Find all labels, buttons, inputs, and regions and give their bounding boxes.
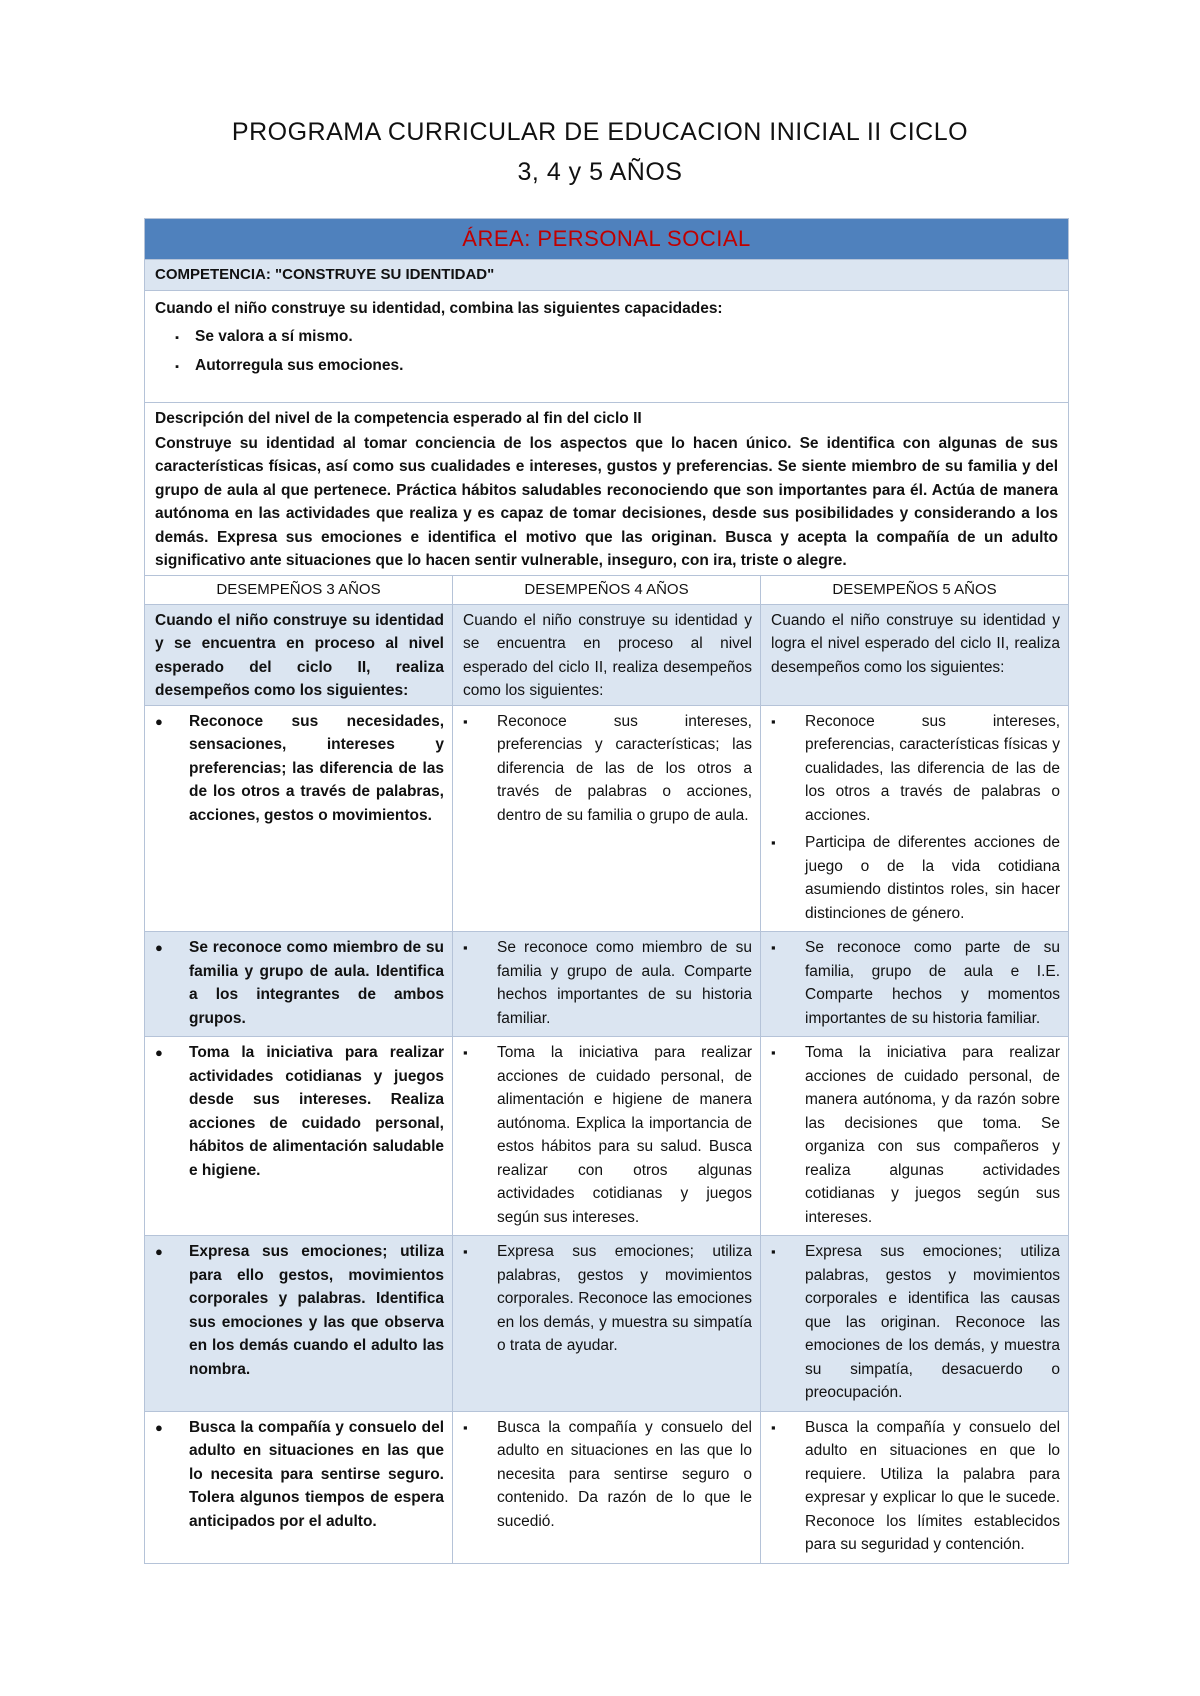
desempeno-text: Se reconoce como parte de su familia, grupo de aula e I.E. Comparte hechos y momentos importantes de su historia familiar. [805,939,1061,1027]
desempeno-row [145,932,1069,1037]
bullet-icon: ▪ [463,1419,468,1435]
descripcion-title: Descripción del nivel de la competencia esperado al fin del ciclo II [155,410,642,427]
desempeno-item [771,1041,1060,1229]
desempeno-item [463,1041,752,1229]
capacidades-row [145,291,1069,403]
competencia-title: COMPETENCIA: "CONSTRUYE SU IDENTIDAD" [145,260,1069,291]
area-title: ÁREA: PERSONAL SOCIAL [145,219,1069,260]
bullet-icon: ▪ [771,1244,776,1259]
intro-3-anos: Cuando el niño construye su identidad y se encuentra en proceso al nivel esperado del ciclo II, realiza desempeños como los siguientes: [145,604,453,705]
document-title-line-2: 3, 4 y 5 AÑOS [517,158,683,186]
capacidades-cell [145,291,1069,403]
descripcion-cell [145,403,1069,576]
descripcion-text: Construye su identidad al tomar conciencia de los aspectos que lo hacen único. Se identifica con algunas de sus características físicas, así como sus cualidades e intereses, gustos y preferencias. Se siente miembro de su familia y del grupo de aula al que pertenece. Práctica hábitos saludables reconociendo que son importantes para él. Actúa de manera autónoma en las actividades que realiza y es capaz de tomar decisiones, desde sus posibilidades y considerando a los demás. Expresa sus emociones e identifica el motivo que las originan. Busca y acepta la compañía de un adulto significativo ante situaciones que lo hacen sentir vulnerable, inseguro, con ira, triste o alegre. [155,434,1059,569]
column-header-4-anos: DESEMPEÑOS 4 AÑOS [453,575,761,604]
bullet-icon: ▪ [771,1045,776,1060]
desempeno-text: Toma la iniciativa para realizar acciones de cuidado personal, de alimentación e higiene de manera autónoma. Explica la importancia de estos hábitos para su salud. Busca realizar con otros algunas actividades cotidianas y juegos según sus intereses. [497,1044,752,1226]
desempeno-text: Reconoce sus necesidades, sensaciones, intereses y preferencias; las diferencia de las de los otros a través de palabras, acciones, gestos o movimientos. [189,712,444,824]
bullet-icon: ▪ [463,1244,468,1259]
desempeno-cell-3-anos [145,705,453,932]
intro-row [145,604,1069,705]
desempeno-row [145,1236,1069,1412]
intro-4-anos: Cuando el niño construye su identidad y se encuentra en proceso al nivel esperado del ciclo II, realiza desempeños como los siguientes: [453,604,761,705]
desempeno-item [771,831,1060,925]
capacidad-item: ▪ Se valora a sí mismo. [195,325,1058,351]
desempeno-cell-5-anos [761,705,1069,932]
desempeno-text: Reconoce sus intereses, preferencias y características; las diferencia de las de los otros a través de palabras o acciones, dentro de su familia o grupo de aula. [497,712,752,824]
bullet-icon: ▪ [463,940,468,955]
desempeno-cell-5-anos [761,1037,1069,1236]
desempeno-item [155,1041,444,1182]
desempeno-text: Participa de diferentes acciones de juego o de la vida cotidiana asumiendo distintos roles, sin hacer distinciones de género. [805,834,1061,922]
column-header-3-anos: DESEMPEÑOS 3 AÑOS [145,575,453,604]
desempeno-cell-5-anos [761,932,1069,1037]
desempeno-cell-4-anos [453,932,761,1037]
area-header-row [145,219,1069,260]
curriculum-table [144,218,1069,1564]
curriculum-table-wrapper [144,218,1068,1564]
desempeno-cell-4-anos [453,1411,761,1563]
desempeno-text: Expresa sus emociones; utiliza para ello gestos, movimientos corporales y palabras. Identifica sus emociones y las que observa en los demás cuando el adulto las nombra. [189,1243,444,1378]
bullet-icon: ● [155,940,163,955]
bullet-icon: ● [155,713,163,729]
capacidades-intro: Cuando el niño construye su identidad, combina las siguientes capacidades: [155,300,723,317]
desempeno-item [155,1416,444,1534]
desempeno-text: Reconoce sus intereses, preferencias, características físicas y cualidades, las diferencia de las de los otros a través de palabras o acciones. [805,712,1061,824]
desempeno-text: Toma la iniciativa para realizar acciones de cuidado personal, de manera autónoma, y da razón sobre las decisiones que toma. Se organiza con sus compañeros y realiza algunas actividades cotidianas y juegos según sus intereses. [805,1044,1061,1226]
desempeno-cell-4-anos [453,705,761,932]
desempeno-text: Toma la iniciativa para realizar actividades cotidianas y juegos desde sus intereses. Realiza acciones de cuidado personal, hábitos de alimentación saludable e higiene. [189,1044,444,1179]
bullet-icon: ▪ [463,713,468,729]
desempeno-cell-4-anos [453,1037,761,1236]
bullet-icon: ▪ [463,1045,468,1060]
desempeno-cell-3-anos [145,932,453,1037]
desempeno-row [145,705,1069,932]
capacidad-item: ▪ Autorregula sus emociones. [195,354,1058,380]
desempeno-item [155,710,444,828]
desempeno-item [771,710,1060,828]
bullet-icon: ● [155,1045,163,1060]
desempeno-item [771,1416,1060,1557]
desempeno-item [771,1240,1060,1405]
bullet-icon: ▪ [771,1419,776,1435]
document-title-line-1: PROGRAMA CURRICULAR DE EDUCACION INICIAL II CICLO [231,118,969,146]
intro-5-anos: Cuando el niño construye su identidad y logra el nivel esperado del ciclo II, realiza desempeños como los siguientes: [761,604,1069,705]
desempeno-text: Busca la compañía y consuelo del adulto en situaciones en las que lo necesita para sentirse seguro. Tolera algunos tiempos de espera anticipados por el adulto. [189,1418,444,1530]
desempeno-item [463,936,752,1030]
bullet-icon: ▪ [771,835,776,850]
desempeno-text: Se reconoce como miembro de su familia y grupo de aula. Identifica a los integrantes de ambos grupos. [189,939,444,1027]
desempeno-text: Expresa sus emociones; utiliza palabras, gestos y movimientos corporales e identifica las causas que las originan. Reconoce las emociones de los demás, y muestra su simpatía, desacuerdo o preocupación. [805,1243,1061,1401]
desempeno-cell-3-anos [145,1236,453,1412]
desempeno-item [771,936,1060,1030]
desempeno-item [463,710,752,828]
desempeno-text: Expresa sus emociones; utiliza palabras, gestos y movimientos corporales. Reconoce las emociones en los demás, y muestra su simpatía o trata de ayudar. [497,1243,752,1354]
desempeno-item [463,1416,752,1534]
desempeno-row [145,1037,1069,1236]
desempeno-cell-4-anos [453,1236,761,1412]
desempeno-cell-3-anos [145,1411,453,1563]
desempeno-text: Busca la compañía y consuelo del adulto en situaciones en que lo requiere. Utiliza la palabra para expresar y explicar lo que le sucede. Reconoce los límites establecidos para su seguridad y contención. [805,1418,1061,1553]
desempeno-text: Se reconoce como miembro de su familia y grupo de aula. Comparte hechos importantes de su historia familiar. [497,939,752,1027]
bullet-icon: ● [155,1419,163,1435]
bullet-icon: ▪ [771,713,776,729]
desempeno-cell-5-anos [761,1236,1069,1412]
descripcion-row [145,403,1069,576]
bullet-icon: ● [155,1244,163,1259]
desempeno-item [155,1240,444,1381]
desempeno-row [145,1411,1069,1563]
desempeno-item [155,936,444,1030]
capacidades-list [155,325,1058,380]
column-header-row [145,575,1069,604]
desempeno-cell-5-anos [761,1411,1069,1563]
desempeno-item [463,1240,752,1358]
desempeno-text: Busca la compañía y consuelo del adulto en situaciones en las que lo necesita para sentirse seguro o contenido. Da razón de lo que le sucedió. [497,1418,752,1530]
bullet-icon: ▪ [771,940,776,955]
desempeno-cell-3-anos [145,1037,453,1236]
column-header-5-anos: DESEMPEÑOS 5 AÑOS [761,575,1069,604]
competencia-row [145,260,1069,291]
